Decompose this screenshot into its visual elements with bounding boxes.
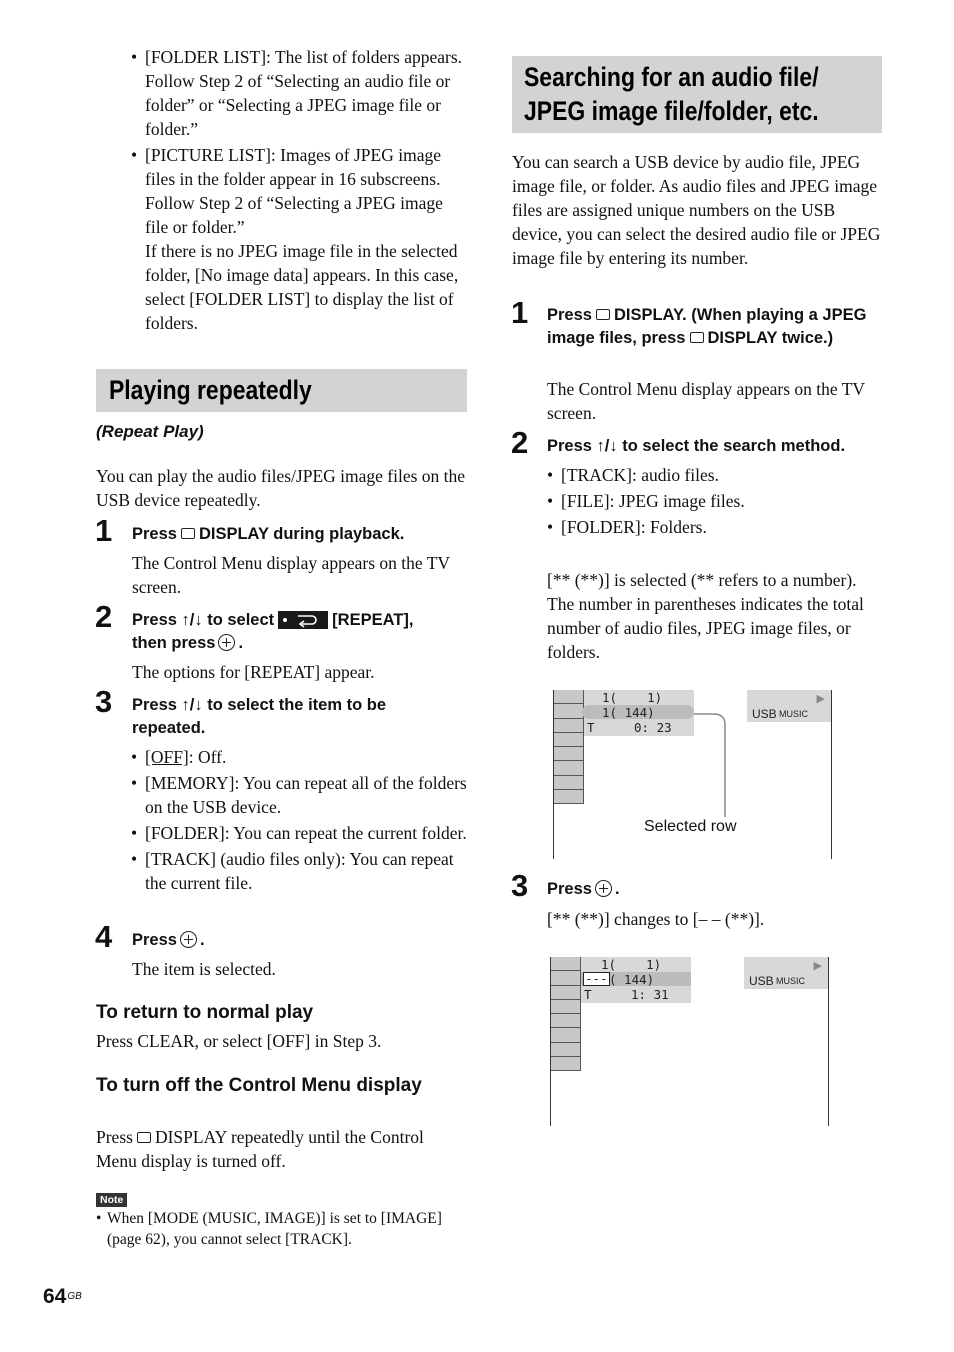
search-step-1-title-c: DISPLAY twice.) bbox=[707, 329, 834, 347]
step-2-title-line2-pre: then press bbox=[132, 634, 216, 652]
osd-icon-column bbox=[551, 957, 581, 1071]
step-1-title bbox=[132, 523, 472, 546]
enter-button-icon bbox=[218, 634, 235, 651]
turn-off-heading: To turn off the Control Menu display bbox=[96, 1075, 422, 1096]
section-header-searching bbox=[512, 56, 882, 133]
play-icon: ▶ bbox=[813, 960, 822, 972]
enter-button-icon bbox=[595, 880, 612, 897]
repeat-option-track bbox=[131, 847, 469, 895]
osd-row-1: 1( 1) bbox=[601, 957, 662, 972]
repeat-option-track-text: (audio files only): You can repeat the current file. bbox=[145, 849, 454, 893]
music-label: MUSIC bbox=[779, 709, 808, 719]
turn-off-text-pre: Press bbox=[96, 1127, 133, 1147]
osd-row-2: 1( 144) bbox=[602, 705, 655, 720]
step-number-3: 3 bbox=[95, 684, 113, 719]
step-2-title-mid: [REPEAT], bbox=[332, 611, 414, 629]
search-step-3-title-post: . bbox=[614, 880, 620, 898]
note-item bbox=[96, 1208, 470, 1250]
step-number-2: 2 bbox=[95, 599, 113, 634]
osd-row-3-time: 0: 23 bbox=[634, 720, 672, 735]
repeat-option-off-text: : Off. bbox=[188, 747, 227, 767]
search-step-2-body: [** (**)] is selected (** refers to a number). The number in parentheses indicates the total number of audio files, JPEG image files, or folders. bbox=[547, 570, 864, 662]
osd-row-1: 1( 1) bbox=[602, 690, 663, 705]
turn-off-text bbox=[96, 1125, 468, 1173]
return-normal-text: Press CLEAR, or select [OFF] in Step 3. bbox=[96, 1031, 382, 1051]
search-step-number-3: 3 bbox=[511, 868, 529, 903]
display-key-icon bbox=[181, 528, 195, 539]
step-2-title-line2-post: . bbox=[238, 634, 244, 652]
usb-label: USB bbox=[749, 974, 774, 988]
return-normal-heading: To return to normal play bbox=[96, 1002, 314, 1023]
osd-row-3-label: T bbox=[584, 987, 592, 1002]
search-method-track: • [TRACK]: audio files. bbox=[547, 463, 883, 487]
osd-row-2: ( 144) bbox=[609, 972, 655, 987]
play-icon: ▶ bbox=[816, 693, 825, 705]
section-intro-text: You can play the audio files/JPEG image files on the USB device repeatedly. bbox=[96, 466, 466, 510]
section-header-playing-repeatedly bbox=[96, 369, 467, 412]
repeat-option-folder-text: : You can repeat the current folder. bbox=[224, 823, 467, 843]
step-2-body: The options for [REPEAT] appear. bbox=[132, 662, 375, 682]
intro-bullet-list bbox=[131, 45, 469, 337]
note-text: When [MODE (MUSIC, IMAGE)] is set to [IMAGE] (page 62), you cannot select [TRACK]. bbox=[107, 1210, 442, 1248]
repeat-option-memory bbox=[131, 771, 469, 819]
repeat-options-list bbox=[131, 745, 469, 897]
repeat-option-memory-text: : You can repeat all of the folders on the USB device. bbox=[145, 773, 467, 817]
search-step-3-body: [** (**)] changes to [– – (**)]. bbox=[547, 909, 765, 929]
section-title-searching-line2: JPEG image file/folder, etc. bbox=[524, 96, 819, 126]
note-badge: Note bbox=[96, 1193, 127, 1207]
search-step-number-1: 1 bbox=[511, 295, 529, 330]
control-menu-screen-1 bbox=[553, 690, 832, 859]
step-2-title-pre: Press ↑/↓ to select bbox=[132, 611, 275, 629]
repeat-option-folder bbox=[131, 821, 469, 845]
repeat-option-track-key: [TRACK] bbox=[145, 849, 216, 869]
search-step-2-title: Press ↑/↓ to select the search method. bbox=[547, 437, 846, 455]
search-step-3-title bbox=[547, 878, 620, 901]
step-number-4: 4 bbox=[95, 919, 113, 954]
step-1-title-post: DISPLAY during playback. bbox=[198, 525, 405, 543]
note-text-block bbox=[96, 1208, 470, 1250]
turn-off-text-post: DISPLAY repeatedly until the Control Menu display is turned off. bbox=[96, 1127, 424, 1171]
enter-button-icon bbox=[180, 931, 197, 948]
page-number-suffix: GB bbox=[67, 1291, 82, 1302]
search-method-list bbox=[547, 463, 883, 541]
section-title-searching-line1: Searching for an audio file/ bbox=[524, 62, 819, 92]
display-key-icon bbox=[596, 309, 610, 320]
section-title-playing-repeatedly: Playing repeatedly bbox=[109, 375, 312, 405]
note-badge-wrap bbox=[96, 1190, 127, 1208]
repeat-option-memory-key: [MEMORY] bbox=[145, 773, 235, 793]
search-step-3-title-pre: Press bbox=[547, 880, 592, 898]
osd-row-2-dash: --- bbox=[585, 971, 608, 986]
usb-music-badge bbox=[744, 957, 828, 989]
page-number-value: 64 bbox=[43, 1285, 67, 1308]
music-label: MUSIC bbox=[776, 976, 805, 986]
repeat-option-off-key: [OFF] bbox=[145, 747, 189, 767]
search-intro-text: You can search a USB device by audio file, JPEG image file, or folder. As audio files and JPEG image files are assigned unique numbers on the USB device, you can select the desired audio file or JPEG image file by entering its number. bbox=[512, 152, 881, 268]
display-key-icon bbox=[690, 332, 704, 343]
search-step-number-2: 2 bbox=[511, 425, 529, 460]
bullet-picture-list bbox=[131, 143, 469, 335]
step-4-body: The item is selected. bbox=[132, 959, 276, 979]
step-4-title-post: . bbox=[199, 931, 205, 949]
step-3-title: Press ↑/↓ to select the item to be repeated. bbox=[132, 696, 386, 737]
search-method-file: • [FILE]: JPEG image files. bbox=[547, 489, 883, 513]
step-1-title-pre: Press bbox=[132, 525, 177, 543]
osd-row-3-time: 1: 31 bbox=[631, 987, 669, 1002]
osd-row-3-label: T bbox=[587, 720, 595, 735]
search-step-1-body: The Control Menu display appears on the TV screen. bbox=[547, 379, 865, 423]
picture-list-extra: If there is no JPEG image file in the selected folder, [No image data] appears. In this case, select [FOLDER LIST] to display the list of folders. bbox=[145, 241, 459, 333]
step-number-1: 1 bbox=[95, 513, 113, 548]
display-key-icon bbox=[137, 1132, 151, 1143]
bullet-folder-list: • [FOLDER LIST]: The list of folders appears. Follow Step 2 of “Selecting an audio file or folder” or “Selecting a JPEG image file or folder.” bbox=[131, 45, 469, 141]
step-4-title-pre: Press bbox=[132, 931, 177, 949]
repeat-icon bbox=[278, 611, 328, 629]
usb-label: USB bbox=[752, 707, 777, 721]
bullet-picture-list-text: [PICTURE LIST]: Images of JPEG image files in the folder appear in 16 subscreens. Follow Step 2 of “Selecting a JPEG image file or folder.” bbox=[145, 145, 443, 237]
step-1-body: The Control Menu display appears on the TV screen. bbox=[132, 553, 450, 597]
page-number bbox=[43, 1284, 82, 1310]
step-2-title bbox=[132, 609, 472, 655]
search-step-1-title-a: Press bbox=[547, 306, 592, 324]
repeat-option-off bbox=[131, 745, 469, 769]
step-4-title bbox=[132, 929, 205, 952]
control-menu-screen-2 bbox=[550, 957, 829, 1126]
search-step-1-title-b: DISPLAY. (When playing a JPEG image files, press bbox=[547, 306, 867, 347]
note-bullet: • bbox=[96, 1210, 102, 1227]
selected-row-callout: Selected row bbox=[644, 818, 737, 835]
section-subtitle: (Repeat Play) bbox=[96, 422, 204, 441]
search-step-1-title bbox=[547, 304, 883, 350]
repeat-option-folder-key: [FOLDER] bbox=[145, 823, 225, 843]
search-method-folder: • [FOLDER]: Folders. bbox=[547, 515, 883, 539]
